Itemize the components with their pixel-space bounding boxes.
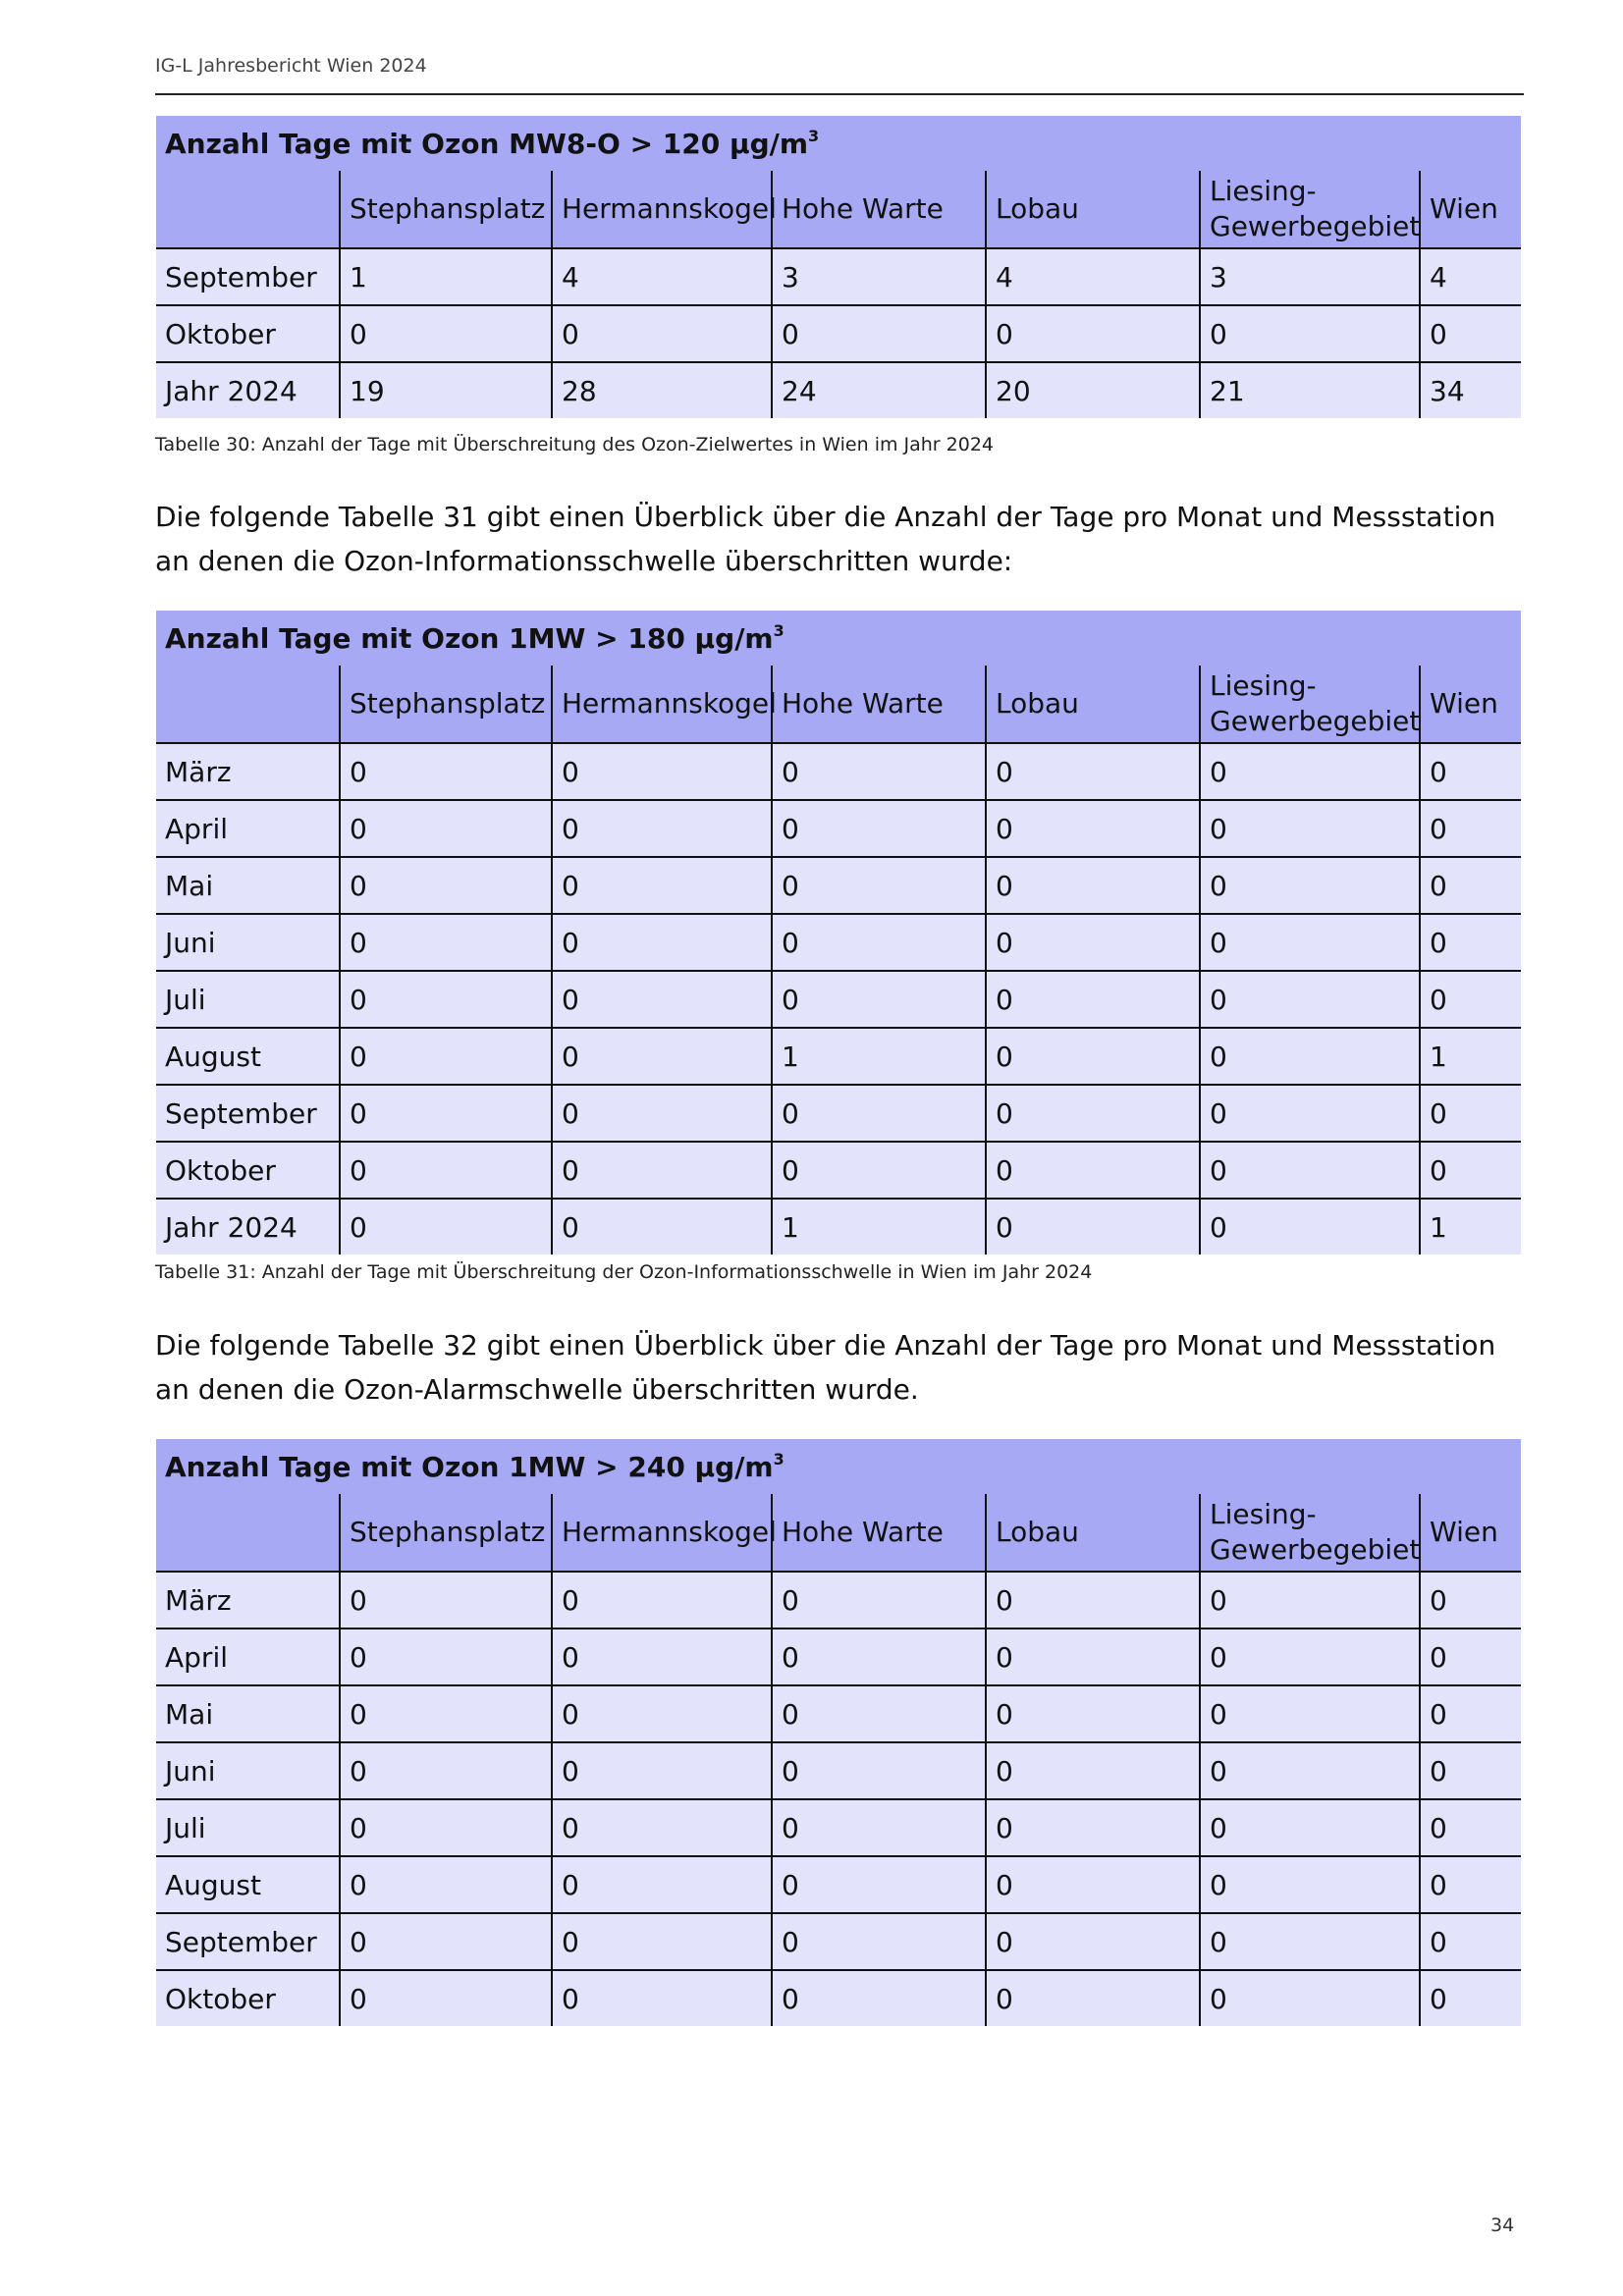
table-cell: 19 bbox=[340, 362, 552, 418]
table-cell: 28 bbox=[552, 362, 772, 418]
table-cell: 0 bbox=[1420, 1142, 1521, 1199]
table-cell: 0 bbox=[1420, 1742, 1521, 1799]
table-cell: 1 bbox=[772, 1199, 986, 1255]
table-cell: 0 bbox=[986, 1629, 1200, 1685]
row-label: Jahr 2024 bbox=[156, 1199, 340, 1255]
row-label: Mai bbox=[156, 857, 340, 914]
table-cell: 0 bbox=[1420, 914, 1521, 971]
table-cell: 0 bbox=[986, 743, 1200, 800]
header-hohe-warte: Hohe Warte bbox=[772, 666, 986, 743]
table-cell: 0 bbox=[1200, 1028, 1420, 1085]
table-cell: 0 bbox=[772, 1742, 986, 1799]
row-label: Juni bbox=[156, 1742, 340, 1799]
table-row bbox=[156, 857, 1521, 914]
table-cell: 0 bbox=[772, 800, 986, 857]
table-cell: 0 bbox=[552, 800, 772, 857]
table-cell: 0 bbox=[772, 971, 986, 1028]
table-cell: 4 bbox=[1420, 248, 1521, 305]
table-cell: 0 bbox=[1200, 971, 1420, 1028]
table-cell: 0 bbox=[1200, 1856, 1420, 1913]
table-cell: 0 bbox=[552, 1913, 772, 1970]
table-cell: 0 bbox=[986, 1142, 1200, 1199]
paragraph-32: Die folgende Tabelle 32 gibt einen Überblick über die Anzahl der Tage pro Monat und Messstation an denen die Ozon-Alarmschwelle überschritten wurde. bbox=[155, 1329, 1496, 1406]
ozone-target-table bbox=[156, 116, 1521, 418]
table-row bbox=[156, 971, 1521, 1028]
table-row bbox=[156, 1199, 1521, 1255]
row-label: August bbox=[156, 1856, 340, 1913]
table-row bbox=[156, 362, 1521, 418]
table-cell: 0 bbox=[552, 1199, 772, 1255]
header-hohe-warte: Hohe Warte bbox=[772, 1494, 986, 1572]
table-cell: 24 bbox=[772, 362, 986, 418]
table-cell: 0 bbox=[340, 305, 552, 362]
table-cell: 0 bbox=[986, 1856, 1200, 1913]
ozone-alarm-threshold-table bbox=[156, 1439, 1521, 2026]
table-cell: 0 bbox=[1200, 1742, 1420, 1799]
table-cell: 0 bbox=[1420, 857, 1521, 914]
table-row bbox=[156, 305, 1521, 362]
header-rule bbox=[155, 93, 1524, 95]
header-stephansplatz: Stephansplatz bbox=[340, 171, 552, 248]
header-lobau: Lobau bbox=[986, 171, 1200, 248]
row-label: April bbox=[156, 800, 340, 857]
table-cell: 0 bbox=[772, 1629, 986, 1685]
table-cell: 0 bbox=[772, 1856, 986, 1913]
table-cell: 0 bbox=[986, 1572, 1200, 1629]
table-row bbox=[156, 1629, 1521, 1685]
table-row bbox=[156, 248, 1521, 305]
row-label: April bbox=[156, 1629, 340, 1685]
table-row bbox=[156, 1085, 1521, 1142]
table-cell: 0 bbox=[772, 1799, 986, 1856]
table-cell: 0 bbox=[772, 305, 986, 362]
table-cell: 0 bbox=[986, 1028, 1200, 1085]
table-cell: 3 bbox=[1200, 248, 1420, 305]
table-title: Anzahl Tage mit Ozon 1MW > 180 $\mu g/m^3$ bbox=[156, 611, 1521, 666]
row-label: September bbox=[156, 1913, 340, 1970]
table-cell: 0 bbox=[340, 1199, 552, 1255]
header-lobau: Lobau bbox=[986, 1494, 1200, 1572]
table-cell: 0 bbox=[1200, 1199, 1420, 1255]
row-label: März bbox=[156, 1572, 340, 1629]
table-cell: 0 bbox=[1200, 1913, 1420, 1970]
table-cell: 0 bbox=[1420, 1685, 1521, 1742]
row-label: März bbox=[156, 743, 340, 800]
table-cell: 0 bbox=[772, 1970, 986, 2026]
table-31-caption: Tabelle 31: Anzahl der Tage mit Überschreitung der Ozon-Informationsschwelle in Wien im Jahr 2024 bbox=[155, 1261, 1093, 1283]
table-cell: 0 bbox=[340, 1572, 552, 1629]
table-cell: 1 bbox=[1420, 1199, 1521, 1255]
table-cell: 1 bbox=[1420, 1028, 1521, 1085]
table-cell: 0 bbox=[552, 857, 772, 914]
table-row bbox=[156, 743, 1521, 800]
table-cell: 0 bbox=[552, 914, 772, 971]
table-cell: 4 bbox=[986, 248, 1200, 305]
table-row bbox=[156, 1742, 1521, 1799]
header-hermannskogel: Hermannskogel bbox=[552, 666, 772, 743]
table-cell: 0 bbox=[340, 1913, 552, 1970]
table-row bbox=[156, 1913, 1521, 1970]
table-row bbox=[156, 1856, 1521, 1913]
table-cell: 0 bbox=[772, 743, 986, 800]
table-cell: 0 bbox=[552, 1742, 772, 1799]
table-cell: 0 bbox=[1200, 1970, 1420, 2026]
table-cell: 0 bbox=[986, 305, 1200, 362]
header-hermannskogel: Hermannskogel bbox=[552, 1494, 772, 1572]
table-row bbox=[156, 800, 1521, 857]
table-cell: 0 bbox=[552, 1629, 772, 1685]
table-cell: 0 bbox=[986, 800, 1200, 857]
table-cell: 4 bbox=[552, 248, 772, 305]
table-title: Anzahl Tage mit Ozon 1MW > 240 $\mu g/m^3$ bbox=[156, 1439, 1521, 1494]
table-cell: 0 bbox=[1420, 1629, 1521, 1685]
table-cell: 0 bbox=[1200, 800, 1420, 857]
table-cell: 0 bbox=[340, 1799, 552, 1856]
ozone-information-threshold-table bbox=[156, 611, 1521, 1255]
table-cell: 0 bbox=[772, 1685, 986, 1742]
table-cell: 0 bbox=[340, 971, 552, 1028]
table-cell: 0 bbox=[340, 800, 552, 857]
table-cell: 0 bbox=[1420, 800, 1521, 857]
table-cell: 0 bbox=[1200, 305, 1420, 362]
table-cell: 3 bbox=[772, 248, 986, 305]
table-cell: 0 bbox=[1420, 305, 1521, 362]
table-cell: 0 bbox=[1420, 1970, 1521, 2026]
table-row bbox=[156, 1970, 1521, 2026]
table-cell: 0 bbox=[340, 743, 552, 800]
table-cell: 0 bbox=[1200, 1629, 1420, 1685]
row-label: September bbox=[156, 1085, 340, 1142]
row-label: Juli bbox=[156, 1799, 340, 1856]
header-hermannskogel: Hermannskogel bbox=[552, 171, 772, 248]
table-cell: 0 bbox=[1420, 1856, 1521, 1913]
table-cell: 0 bbox=[552, 1685, 772, 1742]
paragraph-31: Die folgende Tabelle 31 gibt einen Überblick über die Anzahl der Tage pro Monat und Messstation an denen die Ozon-Informationsschwelle überschritten wurde: bbox=[155, 501, 1496, 577]
table-cell: 0 bbox=[1200, 1572, 1420, 1629]
table-cell: 0 bbox=[340, 1629, 552, 1685]
table-30-caption: Tabelle 30: Anzahl der Tage mit Überschreitung des Ozon-Zielwertes in Wien im Jahr 2024 bbox=[155, 434, 995, 455]
table-cell: 0 bbox=[1200, 743, 1420, 800]
page-number: 34 bbox=[1490, 2215, 1515, 2236]
header-liesing: Liesing- Gewerbegebiet bbox=[1200, 171, 1420, 248]
table-cell: 0 bbox=[340, 1142, 552, 1199]
table-cell: 0 bbox=[986, 1742, 1200, 1799]
table-cell: 0 bbox=[986, 1799, 1200, 1856]
table-cell: 1 bbox=[340, 248, 552, 305]
table-cell: 0 bbox=[986, 1913, 1200, 1970]
row-label: Oktober bbox=[156, 1970, 340, 2026]
row-label: Oktober bbox=[156, 305, 340, 362]
table-row bbox=[156, 1572, 1521, 1629]
table-cell: 0 bbox=[340, 914, 552, 971]
table-cell: 0 bbox=[1200, 1085, 1420, 1142]
table-cell: 21 bbox=[1200, 362, 1420, 418]
header-wien: Wien bbox=[1420, 1494, 1521, 1572]
table-cell: 0 bbox=[1200, 1142, 1420, 1199]
table-cell: 0 bbox=[772, 1085, 986, 1142]
header-liesing: Liesing- Gewerbegebiet bbox=[1200, 666, 1420, 743]
table-cell: 0 bbox=[986, 1685, 1200, 1742]
table-cell: 0 bbox=[340, 1085, 552, 1142]
header-empty bbox=[156, 1494, 340, 1572]
row-label: September bbox=[156, 248, 340, 305]
table-cell: 0 bbox=[340, 857, 552, 914]
table-cell: 0 bbox=[552, 1028, 772, 1085]
row-label: Juni bbox=[156, 914, 340, 971]
table-cell: 0 bbox=[772, 1572, 986, 1629]
table-cell: 0 bbox=[772, 1142, 986, 1199]
table-row bbox=[156, 1685, 1521, 1742]
table-cell: 0 bbox=[1200, 857, 1420, 914]
header-stephansplatz: Stephansplatz bbox=[340, 666, 552, 743]
header-liesing: Liesing- Gewerbegebiet bbox=[1200, 1494, 1420, 1572]
table-row bbox=[156, 1142, 1521, 1199]
table-cell: 0 bbox=[340, 1028, 552, 1085]
row-label: August bbox=[156, 1028, 340, 1085]
table-cell: 0 bbox=[1420, 1085, 1521, 1142]
table-cell: 0 bbox=[986, 914, 1200, 971]
table-cell: 0 bbox=[986, 857, 1200, 914]
table-cell: 0 bbox=[552, 1970, 772, 2026]
header-hohe-warte: Hohe Warte bbox=[772, 171, 986, 248]
table-cell: 0 bbox=[552, 1856, 772, 1913]
table-cell: 0 bbox=[1420, 1572, 1521, 1629]
table-cell: 0 bbox=[340, 1970, 552, 2026]
table-cell: 0 bbox=[986, 971, 1200, 1028]
header-empty bbox=[156, 666, 340, 743]
table-cell: 0 bbox=[552, 1799, 772, 1856]
table-title: Anzahl Tage mit Ozon MW8-O > 120 $\mu g/m^3$ bbox=[156, 116, 1521, 171]
table-cell: 0 bbox=[986, 1199, 1200, 1255]
table-cell: 0 bbox=[1420, 1799, 1521, 1856]
table-cell: 0 bbox=[1420, 971, 1521, 1028]
table-cell: 0 bbox=[552, 743, 772, 800]
table-cell: 0 bbox=[986, 1970, 1200, 2026]
table-row bbox=[156, 914, 1521, 971]
table-cell: 0 bbox=[1200, 914, 1420, 971]
table-cell: 0 bbox=[986, 1085, 1200, 1142]
table-cell: 0 bbox=[552, 1142, 772, 1199]
table-cell: 0 bbox=[552, 305, 772, 362]
header-wien: Wien bbox=[1420, 171, 1521, 248]
table-cell: 0 bbox=[552, 971, 772, 1028]
table-cell: 0 bbox=[772, 1913, 986, 1970]
table-cell: 0 bbox=[1420, 743, 1521, 800]
table-cell: 0 bbox=[340, 1742, 552, 1799]
table-cell: 0 bbox=[552, 1085, 772, 1142]
table-row bbox=[156, 1028, 1521, 1085]
table-cell: 1 bbox=[772, 1028, 986, 1085]
table-cell: 0 bbox=[552, 1572, 772, 1629]
table-cell: 0 bbox=[1200, 1799, 1420, 1856]
table-cell: 20 bbox=[986, 362, 1200, 418]
header-empty bbox=[156, 171, 340, 248]
header-stephansplatz: Stephansplatz bbox=[340, 1494, 552, 1572]
table-cell: 0 bbox=[1420, 1913, 1521, 1970]
header-wien: Wien bbox=[1420, 666, 1521, 743]
table-cell: 0 bbox=[772, 857, 986, 914]
row-label: Jahr 2024 bbox=[156, 362, 340, 418]
table-cell: 34 bbox=[1420, 362, 1521, 418]
header-lobau: Lobau bbox=[986, 666, 1200, 743]
table-row bbox=[156, 1799, 1521, 1856]
table-cell: 0 bbox=[340, 1856, 552, 1913]
row-label: Mai bbox=[156, 1685, 340, 1742]
table-cell: 0 bbox=[1200, 1685, 1420, 1742]
row-label: Juli bbox=[156, 971, 340, 1028]
table-cell: 0 bbox=[340, 1685, 552, 1742]
row-label: Oktober bbox=[156, 1142, 340, 1199]
table-cell: 0 bbox=[772, 914, 986, 971]
running-header: IG-L Jahresbericht Wien 2024 bbox=[155, 55, 427, 77]
